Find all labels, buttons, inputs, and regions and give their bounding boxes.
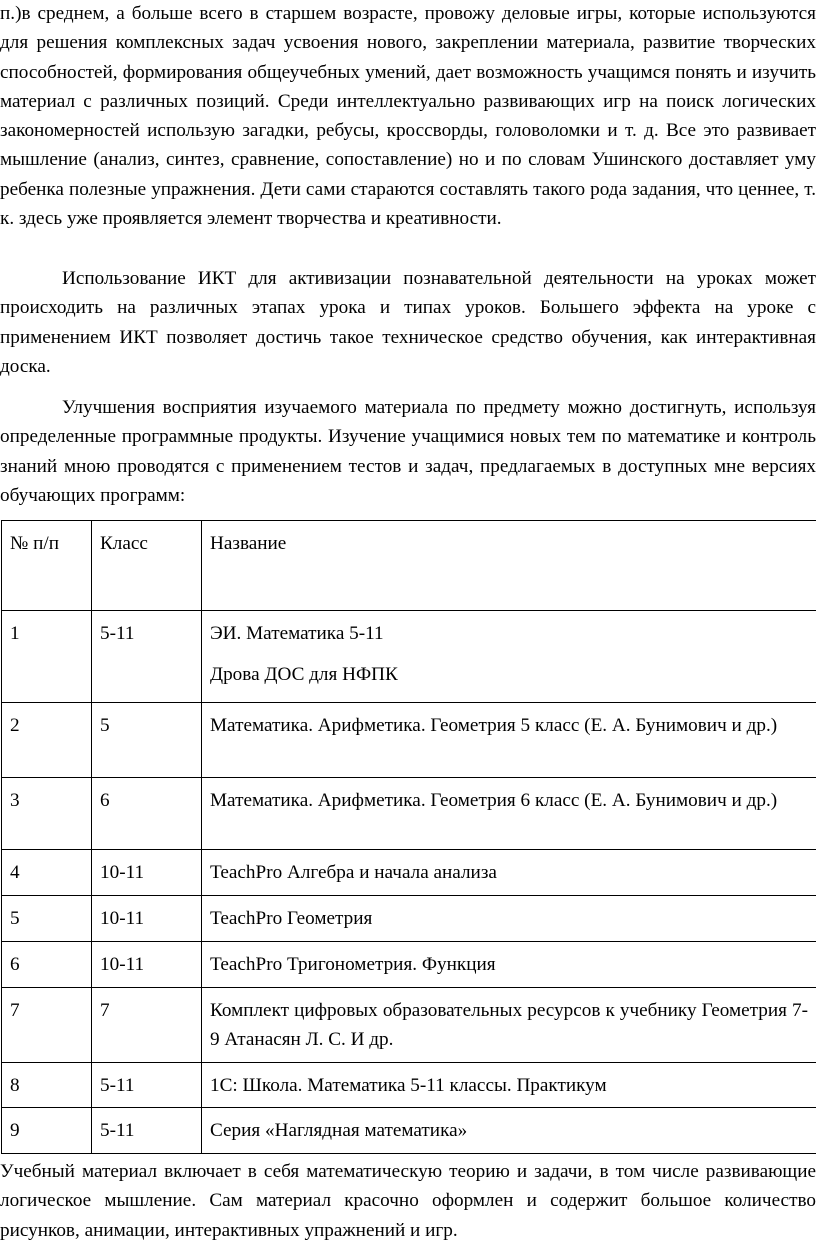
row-grade: 7 — [92, 988, 202, 1063]
row-title: TeachPro Тригонометрия. Функция — [202, 942, 816, 988]
row-title: Математика. Арифметика. Геометрия 6 класс (Е. А. Бунимович и др.) — [202, 778, 816, 850]
paragraph-games: п.)в среднем, а больше всего в старшем возрасте, провожу деловые игры, которые используются для решения комплексных задач усвоения нового, закреплении материала, развитие творческих способностей, формирования общеучебных умений, дает возможность учащимся понять и изучить материал с различных позиций. Среди интеллектуально развивающих игр на поиск логических закономерностей использую загадки, ребусы, кроссворды, головоломки и т. д. Все это развивает мышление (анализ, синтез, сравнение, сопоставление) но и по словам Ушинского доставляет уму ребенка полезные упражнения. Дети сами стараются составлять такого рода задания, что ценнее, т. к. здесь уже проявляется элемент творчества и креативности. — [0, 3, 816, 230]
header-title: Название — [202, 521, 816, 611]
row-title: TeachPro Геометрия — [202, 896, 816, 942]
table-row — [2, 988, 816, 1063]
table-row — [2, 611, 816, 703]
header-number: № п/п — [2, 521, 92, 611]
table-row — [2, 703, 816, 778]
row-number: 1 — [2, 611, 92, 703]
table-row — [2, 1063, 816, 1108]
paragraph-material: Учебный материал включает в себя математическую теорию и задачи, в том числе развивающие логическое мышление. Сам материал красочно оформлен и содержит большое количество рисунков, анимации, интерактивных упражнений и игр. — [0, 1161, 816, 1241]
row-grade: 5-11 — [92, 1108, 202, 1154]
row-grade: 10-11 — [92, 850, 202, 896]
row-number: 8 — [2, 1063, 92, 1108]
row-number: 4 — [2, 850, 92, 896]
row-grade: 6 — [92, 778, 202, 850]
table-row — [2, 1108, 816, 1154]
paragraph-software: Улучшения восприятия изучаемого материала по предмету можно достигнуть, используя определенные программные продукты. Изучение учащимися новых тем по математике и контроль знаний мною проводятся с применением тестов и задач, предлагаемых в доступных мне версиях обучающих программ: — [0, 397, 816, 506]
row-number: 2 — [2, 703, 92, 778]
table-header-row — [2, 521, 816, 611]
row-number: 7 — [2, 988, 92, 1063]
row-number: 3 — [2, 778, 92, 850]
table-row — [2, 896, 816, 942]
row-title-line-2: Дрова ДОС для НФПК — [210, 664, 398, 686]
row-title: Математика. Арифметика. Геометрия 5 класс (Е. А. Бунимович и др.) — [202, 703, 816, 778]
row-title: Серия «Наглядная математика» — [202, 1108, 816, 1154]
row-number: 9 — [2, 1108, 92, 1154]
row-grade: 5-11 — [92, 611, 202, 703]
table-row — [2, 850, 816, 896]
table-row — [2, 942, 816, 988]
row-title: Комплект цифровых образовательных ресурсов к учебнику Геометрия 7-9 Атанасян Л. С. И др. — [202, 988, 816, 1063]
header-grade: Класс — [92, 521, 202, 611]
table-row — [2, 778, 816, 850]
row-number: 5 — [2, 896, 92, 942]
row-title — [202, 611, 816, 703]
paragraph-ict: Использование ИКТ для активизации познавательной деятельности на уроках может происходить на различных этапах урока и типах уроков. Большего эффекта на уроке с применением ИКТ позволяет достичь такое техническое средство обучения, как интерактивная доска. — [0, 268, 816, 377]
row-title: 1С: Школа. Математика 5-11 классы. Практикум — [202, 1063, 816, 1108]
row-grade: 10-11 — [92, 942, 202, 988]
row-title: TeachPro Алгебра и начала анализа — [202, 850, 816, 896]
row-grade: 5-11 — [92, 1063, 202, 1108]
row-title-line: ЭИ. Математика 5-11 — [210, 623, 384, 644]
row-grade: 5 — [92, 703, 202, 778]
software-table — [1, 520, 816, 1154]
row-number: 6 — [2, 942, 92, 988]
row-grade: 10-11 — [92, 896, 202, 942]
